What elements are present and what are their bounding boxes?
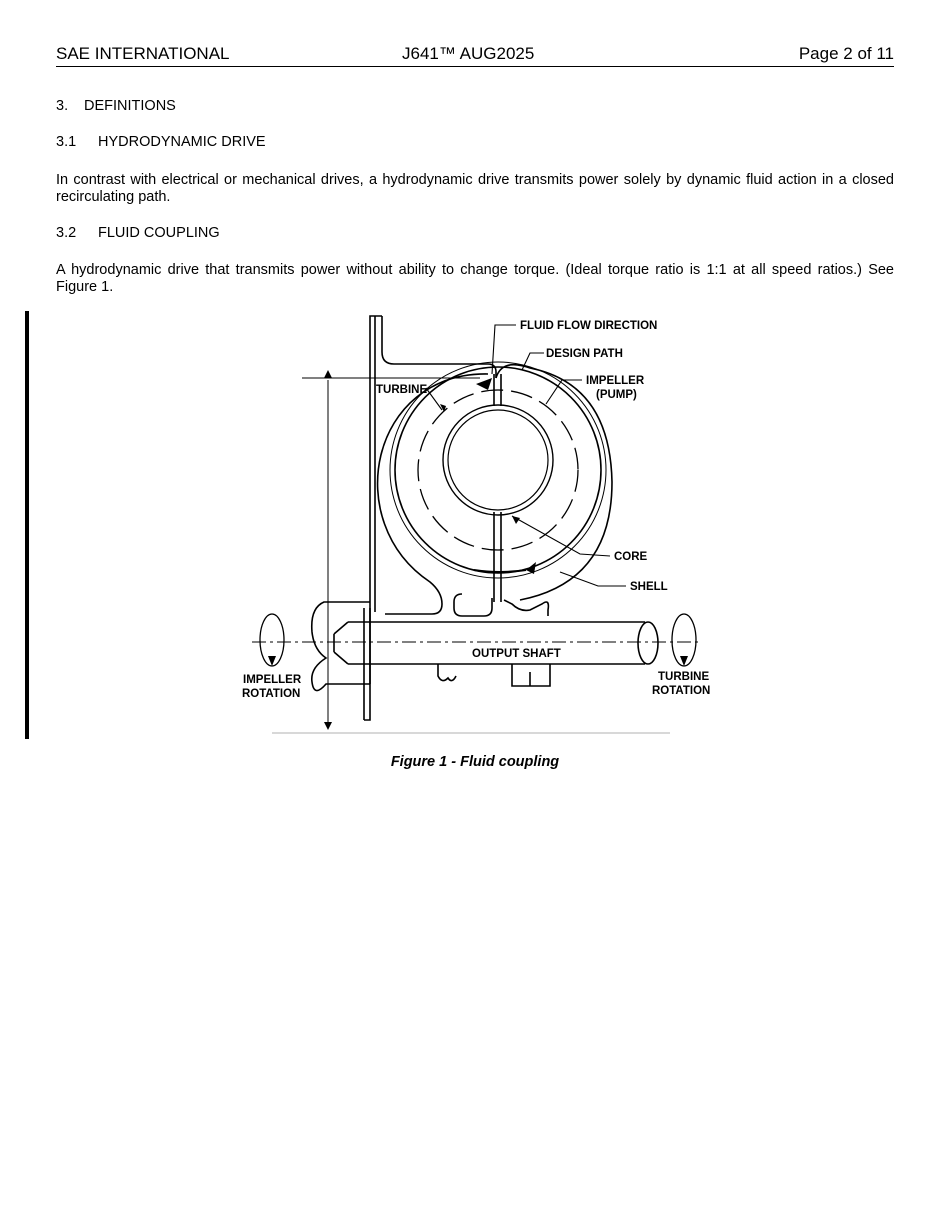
hydrodynamic-drive-definition: In contrast with electrical or mechanical drives, a hydrodynamic drive transmits power solely by dynamic fluid action in a closed recirculating path. — [56, 172, 894, 205]
label-impeller-rotation-line2: ROTATION — [242, 688, 301, 700]
turbine-hub-lower — [438, 664, 456, 681]
shell-circle — [395, 367, 601, 573]
label-output-shaft: OUTPUT SHAFT — [472, 648, 561, 660]
label-turbine-rotation-line2: ROTATION — [652, 685, 711, 697]
flow-arrow-bottom-stem — [474, 570, 526, 572]
lower-blade-split — [494, 512, 501, 602]
figure-caption: Figure 1 - Fluid coupling — [390, 754, 560, 770]
design-path-circle — [418, 390, 578, 550]
leader-turbine — [426, 388, 442, 410]
fluid-coupling-definition: A hydrodynamic drive that transmits power without ability to change torque. (Ideal torque ratio is 1:1 at all speed ratios.) See Figure 1. — [56, 262, 894, 295]
header-organization: SAE INTERNATIONAL — [56, 44, 230, 63]
housing-flange-line — [364, 316, 382, 720]
header-page-number: Page 2 of 11 — [798, 44, 894, 63]
turbine-hub-block — [454, 594, 492, 616]
revision-change-bar — [25, 311, 29, 739]
subsection-title: FLUID COUPLING — [98, 225, 220, 241]
header-document-id: J641™ AUG2025 — [402, 44, 535, 63]
section-heading-definitions — [56, 98, 176, 115]
label-fluid-flow-direction: FLUID FLOW DIRECTION — [520, 320, 658, 332]
section-number: 3. — [56, 98, 69, 114]
label-turbine-rotation-line1: TURBINE — [658, 671, 710, 683]
fluid-coupling-diagram — [230, 312, 730, 740]
shaft-taper — [334, 622, 348, 664]
label-impeller-line2: (PUMP) — [596, 389, 637, 401]
leader-impeller — [546, 380, 582, 404]
label-impeller-line1: IMPELLER — [586, 375, 645, 387]
impeller-hub-lower — [512, 664, 550, 686]
subsection-heading-fluid-coupling — [56, 225, 220, 242]
subsection-title: HYDRODYNAMIC DRIVE — [98, 134, 266, 150]
label-shell: SHELL — [630, 581, 668, 593]
output-shaft-end — [638, 622, 658, 664]
flow-arrow-top — [476, 378, 492, 390]
subsection-number: 3.1 — [56, 134, 77, 150]
label-core: CORE — [614, 551, 648, 563]
core-outer-circle — [443, 405, 553, 515]
impeller-hub-block — [504, 600, 548, 616]
label-turbine: TURBINE — [376, 384, 428, 396]
label-impeller-rotation-line1: IMPELLER — [243, 674, 302, 686]
input-flange-boss — [312, 602, 370, 691]
page-header — [56, 44, 894, 67]
subsection-number: 3.2 — [56, 225, 77, 241]
impeller-rotation-arrow — [268, 656, 276, 666]
leader-core — [512, 516, 610, 556]
section-title: DEFINITIONS — [84, 98, 176, 114]
impeller-shell-outline — [496, 365, 612, 600]
label-design-path: DESIGN PATH — [546, 348, 623, 360]
core-inner-circle — [448, 410, 548, 510]
turbine-rotation-arrow — [680, 656, 688, 666]
turbine-shell-outline — [378, 374, 488, 614]
subsection-heading-hydrodynamic-drive — [56, 134, 266, 151]
